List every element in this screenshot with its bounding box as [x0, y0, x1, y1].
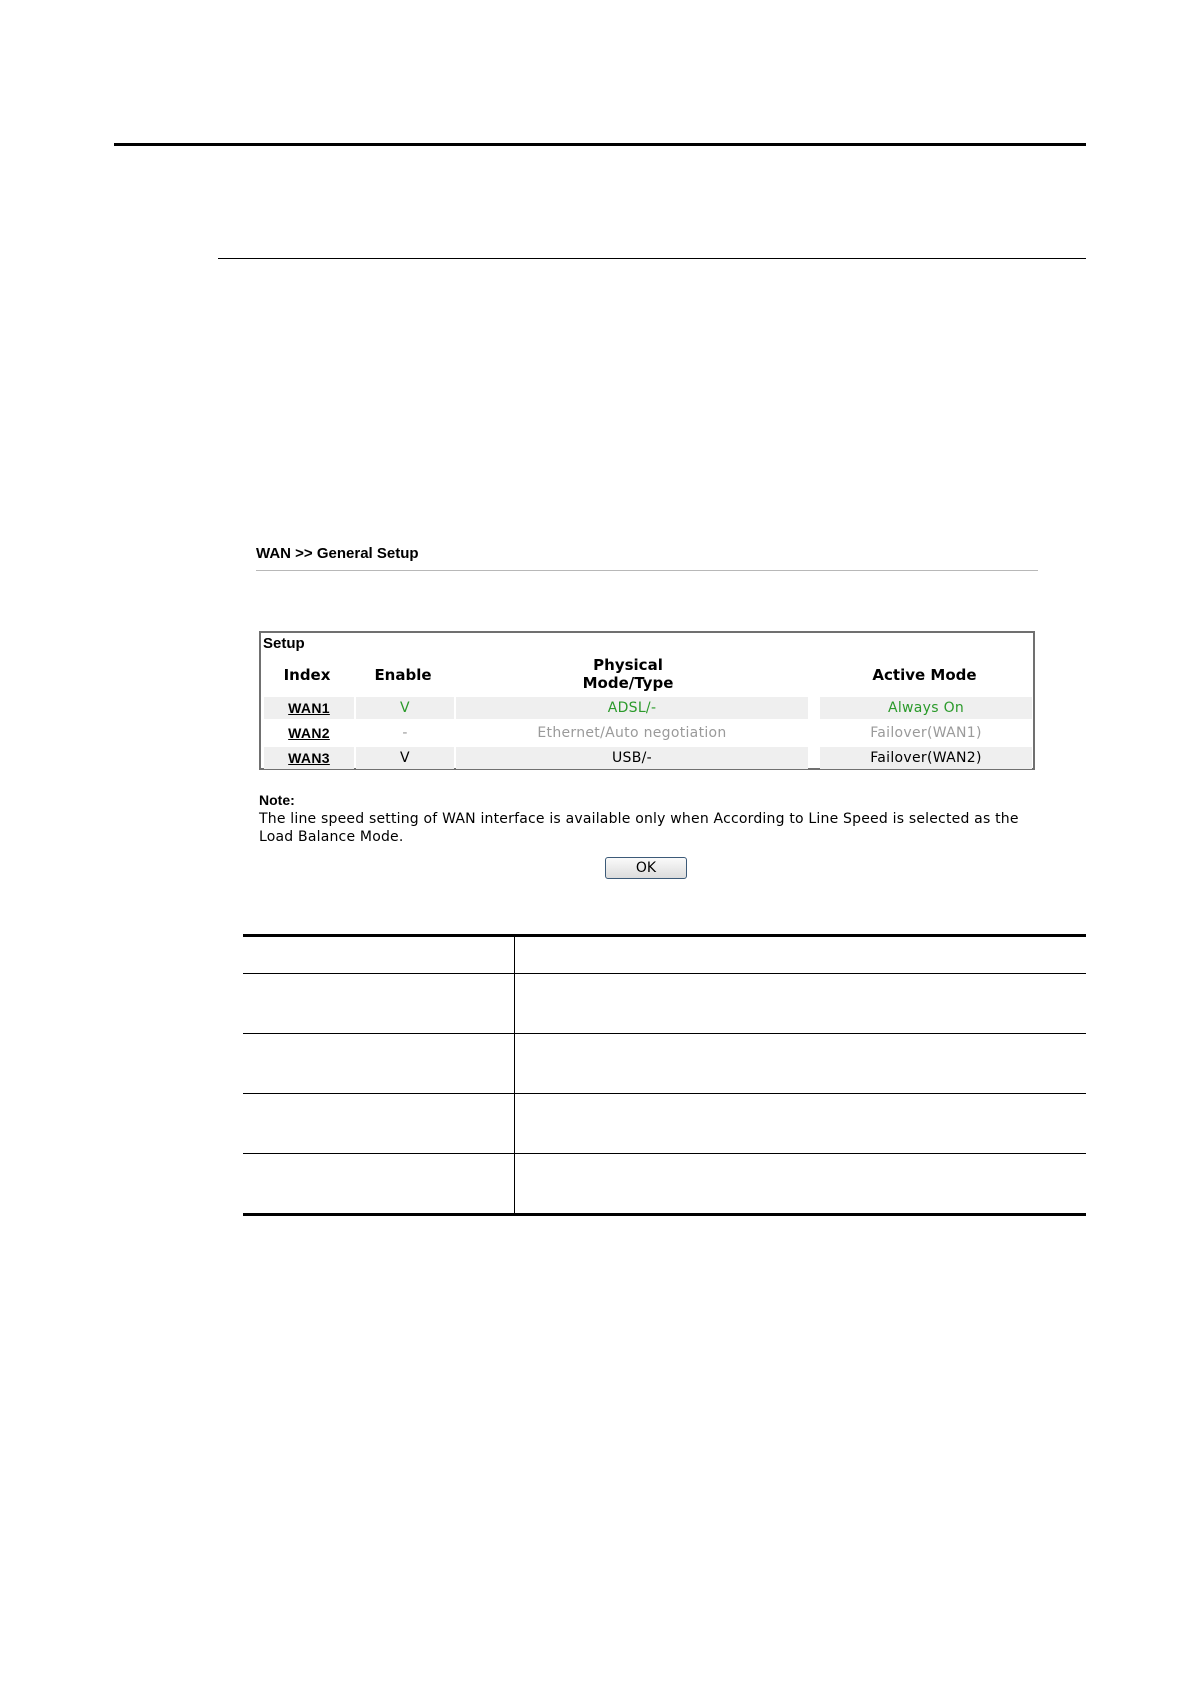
wan2-link[interactable]: WAN2 — [288, 725, 330, 741]
wan3-enable-value: V — [356, 747, 454, 769]
wan3-active-mode-value: Failover(WAN2) — [820, 747, 1032, 769]
panel-title: WAN >> General Setup — [256, 545, 419, 562]
wan2-enable-value: - — [402, 725, 408, 741]
wan1-enable-value: V — [356, 697, 454, 719]
desc-table-row-rule — [243, 1093, 1086, 1094]
header-physical-line2: Mode/Type — [582, 674, 674, 692]
section-rule — [218, 258, 1086, 259]
header-physical-line1: Physical — [593, 656, 663, 674]
desc-table-top-rule — [243, 934, 1086, 937]
table-row-wan1 — [264, 697, 1032, 720]
header-enable: Enable — [374, 666, 432, 684]
table-row-wan2 — [264, 722, 1032, 745]
wan3-physical-value: USB/- — [456, 747, 808, 769]
desc-table-header-rule — [243, 973, 1086, 974]
wan3-link[interactable]: WAN3 — [264, 747, 354, 769]
header-active-mode: Active Mode — [872, 666, 977, 684]
wan2-active-mode-value: Failover(WAN1) — [870, 725, 982, 741]
wan1-active-mode-value: Always On — [820, 697, 1032, 719]
header-physical-mode-type — [453, 656, 803, 692]
table-row-wan3 — [264, 747, 1032, 770]
desc-table-column-divider — [514, 936, 515, 1215]
ok-button[interactable]: OK — [605, 857, 687, 879]
desc-table-row-rule — [243, 1033, 1086, 1034]
header-index: Index — [283, 666, 331, 684]
panel-title-divider — [256, 570, 1038, 571]
page-header-rule — [114, 143, 1086, 146]
note-text: The line speed setting of WAN interface is available only when According to Line Speed is selected as the Load Balance Mode. — [259, 811, 1019, 845]
wan1-link[interactable]: WAN1 — [264, 697, 354, 719]
desc-table-row-rule — [243, 1153, 1086, 1154]
wan1-physical-value: ADSL/- — [456, 697, 808, 719]
setup-table — [259, 631, 1035, 770]
desc-table-bottom-rule — [243, 1213, 1086, 1216]
setup-label: Setup — [263, 635, 305, 652]
note-heading: Note: — [259, 792, 295, 808]
wan2-physical-value: Ethernet/Auto negotiation — [537, 725, 727, 741]
